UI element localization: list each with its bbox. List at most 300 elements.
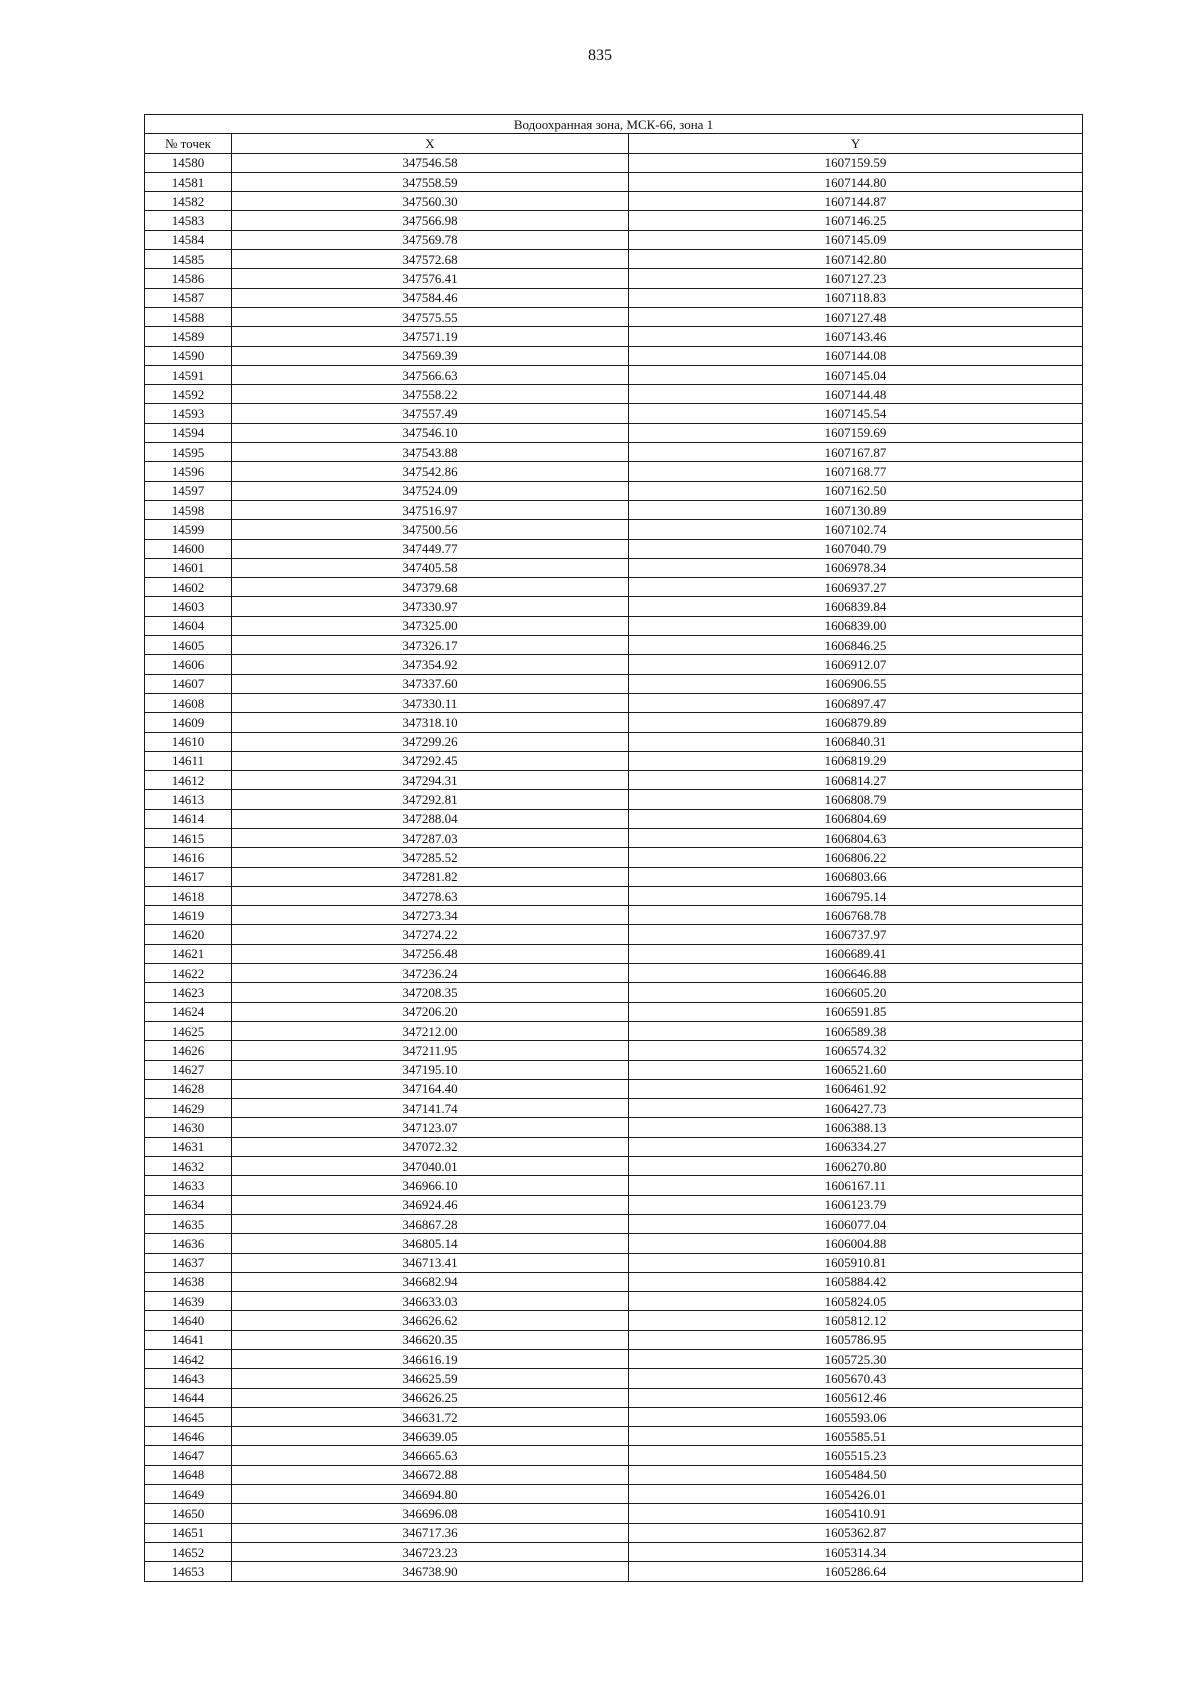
table-row (145, 1234, 1083, 1253)
cell-point-number: 14643 (145, 1369, 232, 1388)
cell-point-number: 14602 (145, 578, 232, 597)
table-row (145, 172, 1083, 191)
cell-x: 347211.95 (232, 1041, 629, 1060)
cell-x: 347273.34 (232, 906, 629, 925)
cell-y: 1606737.97 (629, 925, 1083, 944)
cell-point-number: 14604 (145, 616, 232, 635)
cell-y: 1605786.95 (629, 1330, 1083, 1349)
table-row (145, 809, 1083, 828)
cell-x: 347325.00 (232, 616, 629, 635)
cell-point-number: 14596 (145, 462, 232, 481)
table-row (145, 1002, 1083, 1021)
cell-x: 347212.00 (232, 1021, 629, 1040)
cell-y: 1606427.73 (629, 1099, 1083, 1118)
table-row (145, 346, 1083, 365)
cell-x: 347294.31 (232, 771, 629, 790)
cell-point-number: 14597 (145, 481, 232, 500)
cell-point-number: 14616 (145, 848, 232, 867)
cell-point-number: 14633 (145, 1176, 232, 1195)
cell-point-number: 14601 (145, 558, 232, 577)
cell-x: 347572.68 (232, 250, 629, 269)
table-row (145, 925, 1083, 944)
cell-x: 347575.55 (232, 307, 629, 326)
table-row (145, 230, 1083, 249)
cell-point-number: 14622 (145, 964, 232, 983)
cell-y: 1606819.29 (629, 751, 1083, 770)
table-row (145, 1446, 1083, 1465)
cell-y: 1606839.00 (629, 616, 1083, 635)
cell-y: 1606646.88 (629, 964, 1083, 983)
cell-y: 1606912.07 (629, 655, 1083, 674)
cell-point-number: 14613 (145, 790, 232, 809)
table-row (145, 1369, 1083, 1388)
cell-point-number: 14629 (145, 1099, 232, 1118)
cell-point-number: 14581 (145, 172, 232, 191)
cell-y: 1606167.11 (629, 1176, 1083, 1195)
cell-y: 1605612.46 (629, 1388, 1083, 1407)
cell-y: 1607127.48 (629, 307, 1083, 326)
cell-y: 1605515.23 (629, 1446, 1083, 1465)
cell-y: 1607162.50 (629, 481, 1083, 500)
cell-y: 1607145.04 (629, 365, 1083, 384)
table-row (145, 365, 1083, 384)
cell-point-number: 14635 (145, 1214, 232, 1233)
cell-point-number: 14605 (145, 636, 232, 655)
cell-point-number: 14644 (145, 1388, 232, 1407)
cell-x: 346620.35 (232, 1330, 629, 1349)
cell-x: 347516.97 (232, 500, 629, 519)
table-row (145, 1176, 1083, 1195)
cell-y: 1607127.23 (629, 269, 1083, 288)
cell-y: 1607144.48 (629, 385, 1083, 404)
cell-point-number: 14589 (145, 327, 232, 346)
cell-point-number: 14595 (145, 443, 232, 462)
cell-y: 1607144.87 (629, 192, 1083, 211)
cell-y: 1607146.25 (629, 211, 1083, 230)
cell-point-number: 14615 (145, 828, 232, 847)
table-row (145, 1195, 1083, 1214)
cell-y: 1606388.13 (629, 1118, 1083, 1137)
cell-y: 1605362.87 (629, 1523, 1083, 1542)
cell-y: 1606574.32 (629, 1041, 1083, 1060)
column-header-point-number: № точек (145, 134, 232, 153)
table-row (145, 771, 1083, 790)
cell-point-number: 14585 (145, 250, 232, 269)
table-row (145, 790, 1083, 809)
cell-point-number: 14652 (145, 1542, 232, 1561)
table-row (145, 636, 1083, 655)
cell-x: 347292.45 (232, 751, 629, 770)
cell-y: 1607130.89 (629, 500, 1083, 519)
table-row (145, 1214, 1083, 1233)
table-row (145, 1542, 1083, 1561)
table-row (145, 211, 1083, 230)
cell-x: 347318.10 (232, 713, 629, 732)
cell-x: 347330.97 (232, 597, 629, 616)
cell-y: 1607102.74 (629, 520, 1083, 539)
cell-y: 1606768.78 (629, 906, 1083, 925)
cell-y: 1606803.66 (629, 867, 1083, 886)
cell-y: 1606814.27 (629, 771, 1083, 790)
table-row (145, 964, 1083, 983)
cell-x: 347354.92 (232, 655, 629, 674)
cell-x: 347330.11 (232, 693, 629, 712)
table-row (145, 713, 1083, 732)
cell-y: 1605426.01 (629, 1485, 1083, 1504)
table-row (145, 327, 1083, 346)
cell-x: 347141.74 (232, 1099, 629, 1118)
cell-x: 346625.59 (232, 1369, 629, 1388)
cell-x: 346639.05 (232, 1427, 629, 1446)
cell-x: 347299.26 (232, 732, 629, 751)
cell-y: 1606004.88 (629, 1234, 1083, 1253)
cell-x: 346631.72 (232, 1407, 629, 1426)
cell-y: 1606808.79 (629, 790, 1083, 809)
cell-x: 347164.40 (232, 1079, 629, 1098)
table-row (145, 944, 1083, 963)
table-row (145, 462, 1083, 481)
table-row (145, 828, 1083, 847)
cell-point-number: 14618 (145, 886, 232, 905)
cell-point-number: 14653 (145, 1562, 232, 1581)
cell-x: 346633.03 (232, 1292, 629, 1311)
cell-point-number: 14621 (145, 944, 232, 963)
coordinates-table (144, 114, 1083, 1582)
cell-x: 347236.24 (232, 964, 629, 983)
cell-y: 1606334.27 (629, 1137, 1083, 1156)
cell-y: 1605812.12 (629, 1311, 1083, 1330)
table-row (145, 1523, 1083, 1542)
cell-x: 347546.58 (232, 153, 629, 172)
cell-point-number: 14639 (145, 1292, 232, 1311)
cell-y: 1606846.25 (629, 636, 1083, 655)
cell-x: 346694.80 (232, 1485, 629, 1504)
cell-point-number: 14638 (145, 1272, 232, 1291)
cell-point-number: 14591 (145, 365, 232, 384)
cell-y: 1605314.34 (629, 1542, 1083, 1561)
cell-y: 1606978.34 (629, 558, 1083, 577)
cell-y: 1606589.38 (629, 1021, 1083, 1040)
cell-x: 347208.35 (232, 983, 629, 1002)
table-row (145, 1562, 1083, 1581)
cell-y: 1606840.31 (629, 732, 1083, 751)
cell-x: 347557.49 (232, 404, 629, 423)
cell-point-number: 14637 (145, 1253, 232, 1272)
cell-x: 347256.48 (232, 944, 629, 963)
cell-y: 1605725.30 (629, 1350, 1083, 1369)
cell-point-number: 14582 (145, 192, 232, 211)
table-body (145, 153, 1083, 1581)
table-header-row (145, 134, 1083, 153)
cell-x: 347571.19 (232, 327, 629, 346)
cell-point-number: 14612 (145, 771, 232, 790)
cell-y: 1606806.22 (629, 848, 1083, 867)
cell-y: 1605884.42 (629, 1272, 1083, 1291)
table-row (145, 732, 1083, 751)
table-row (145, 1041, 1083, 1060)
cell-point-number: 14584 (145, 230, 232, 249)
cell-point-number: 14593 (145, 404, 232, 423)
table-row (145, 192, 1083, 211)
cell-point-number: 14606 (145, 655, 232, 674)
cell-y: 1606879.89 (629, 713, 1083, 732)
column-header-y: Y (629, 134, 1083, 153)
cell-y: 1606123.79 (629, 1195, 1083, 1214)
cell-point-number: 14648 (145, 1465, 232, 1484)
cell-x: 347449.77 (232, 539, 629, 558)
cell-y: 1606804.63 (629, 828, 1083, 847)
cell-x: 347524.09 (232, 481, 629, 500)
cell-x: 347379.68 (232, 578, 629, 597)
cell-x: 346867.28 (232, 1214, 629, 1233)
cell-point-number: 14632 (145, 1157, 232, 1176)
cell-x: 347560.30 (232, 192, 629, 211)
cell-point-number: 14649 (145, 1485, 232, 1504)
cell-point-number: 14617 (145, 867, 232, 886)
table-row (145, 1137, 1083, 1156)
cell-y: 1607159.59 (629, 153, 1083, 172)
cell-y: 1606461.92 (629, 1079, 1083, 1098)
cell-point-number: 14590 (145, 346, 232, 365)
cell-point-number: 14634 (145, 1195, 232, 1214)
cell-point-number: 14625 (145, 1021, 232, 1040)
cell-y: 1607159.69 (629, 423, 1083, 442)
cell-y: 1607144.80 (629, 172, 1083, 191)
cell-x: 347569.39 (232, 346, 629, 365)
cell-y: 1606795.14 (629, 886, 1083, 905)
cell-point-number: 14598 (145, 500, 232, 519)
cell-x: 346626.62 (232, 1311, 629, 1330)
cell-x: 346665.63 (232, 1446, 629, 1465)
table-row (145, 1253, 1083, 1272)
cell-point-number: 14610 (145, 732, 232, 751)
cell-x: 347287.03 (232, 828, 629, 847)
table-caption: Водоохранная зона, МСК-66, зона 1 (145, 115, 1083, 134)
cell-x: 347326.17 (232, 636, 629, 655)
table-row (145, 1388, 1083, 1407)
table-row (145, 1407, 1083, 1426)
cell-x: 346713.41 (232, 1253, 629, 1272)
cell-y: 1607118.83 (629, 288, 1083, 307)
cell-point-number: 14587 (145, 288, 232, 307)
table-row (145, 1099, 1083, 1118)
cell-x: 346924.46 (232, 1195, 629, 1214)
cell-x: 347569.78 (232, 230, 629, 249)
table-row (145, 886, 1083, 905)
cell-y: 1605670.43 (629, 1369, 1083, 1388)
table-row (145, 269, 1083, 288)
cell-x: 347566.98 (232, 211, 629, 230)
cell-point-number: 14619 (145, 906, 232, 925)
cell-point-number: 14630 (145, 1118, 232, 1137)
cell-x: 347040.01 (232, 1157, 629, 1176)
table-row (145, 1060, 1083, 1079)
cell-x: 347072.32 (232, 1137, 629, 1156)
cell-y: 1606906.55 (629, 674, 1083, 693)
cell-point-number: 14594 (145, 423, 232, 442)
cell-point-number: 14609 (145, 713, 232, 732)
cell-y: 1606605.20 (629, 983, 1083, 1002)
cell-y: 1606077.04 (629, 1214, 1083, 1233)
cell-y: 1607142.80 (629, 250, 1083, 269)
table-row (145, 693, 1083, 712)
cell-x: 347558.22 (232, 385, 629, 404)
cell-point-number: 14603 (145, 597, 232, 616)
cell-x: 346723.23 (232, 1542, 629, 1561)
table-row (145, 404, 1083, 423)
cell-x: 347206.20 (232, 1002, 629, 1021)
cell-point-number: 14611 (145, 751, 232, 770)
table-row (145, 1311, 1083, 1330)
cell-x: 346717.36 (232, 1523, 629, 1542)
cell-x: 347288.04 (232, 809, 629, 828)
cell-x: 347584.46 (232, 288, 629, 307)
cell-y: 1606521.60 (629, 1060, 1083, 1079)
cell-y: 1605484.50 (629, 1465, 1083, 1484)
cell-x: 347285.52 (232, 848, 629, 867)
table-row (145, 578, 1083, 597)
table-row (145, 500, 1083, 519)
cell-point-number: 14628 (145, 1079, 232, 1098)
cell-x: 347543.88 (232, 443, 629, 462)
cell-x: 347278.63 (232, 886, 629, 905)
cell-point-number: 14641 (145, 1330, 232, 1349)
cell-point-number: 14640 (145, 1311, 232, 1330)
cell-x: 347123.07 (232, 1118, 629, 1137)
cell-x: 347500.56 (232, 520, 629, 539)
table-row (145, 655, 1083, 674)
cell-point-number: 14600 (145, 539, 232, 558)
table-row (145, 674, 1083, 693)
cell-y: 1605585.51 (629, 1427, 1083, 1446)
cell-x: 347337.60 (232, 674, 629, 693)
cell-point-number: 14608 (145, 693, 232, 712)
cell-point-number: 14580 (145, 153, 232, 172)
cell-y: 1606270.80 (629, 1157, 1083, 1176)
table-row (145, 848, 1083, 867)
cell-point-number: 14651 (145, 1523, 232, 1542)
cell-y: 1605824.05 (629, 1292, 1083, 1311)
cell-point-number: 14647 (145, 1446, 232, 1465)
cell-y: 1606804.69 (629, 809, 1083, 828)
table-row (145, 906, 1083, 925)
table-caption-row (145, 115, 1083, 134)
cell-point-number: 14645 (145, 1407, 232, 1426)
cell-x: 347405.58 (232, 558, 629, 577)
cell-point-number: 14592 (145, 385, 232, 404)
cell-x: 347566.63 (232, 365, 629, 384)
table-row (145, 1350, 1083, 1369)
cell-point-number: 14614 (145, 809, 232, 828)
cell-point-number: 14620 (145, 925, 232, 944)
cell-point-number: 14650 (145, 1504, 232, 1523)
cell-point-number: 14583 (145, 211, 232, 230)
table-row (145, 288, 1083, 307)
cell-x: 346682.94 (232, 1272, 629, 1291)
cell-x: 346696.08 (232, 1504, 629, 1523)
cell-y: 1605410.91 (629, 1504, 1083, 1523)
table-row (145, 1292, 1083, 1311)
table-row (145, 385, 1083, 404)
cell-x: 346616.19 (232, 1350, 629, 1369)
cell-point-number: 14623 (145, 983, 232, 1002)
table-row (145, 1330, 1083, 1349)
cell-y: 1607167.87 (629, 443, 1083, 462)
cell-x: 347292.81 (232, 790, 629, 809)
table-row (145, 307, 1083, 326)
cell-x: 346805.14 (232, 1234, 629, 1253)
table-row (145, 153, 1083, 172)
table-row (145, 443, 1083, 462)
table-row (145, 1157, 1083, 1176)
cell-y: 1606591.85 (629, 1002, 1083, 1021)
cell-x: 347558.59 (232, 172, 629, 191)
cell-point-number: 14599 (145, 520, 232, 539)
cell-point-number: 14646 (145, 1427, 232, 1446)
cell-y: 1605910.81 (629, 1253, 1083, 1272)
page-number: 835 (588, 47, 612, 64)
table-row (145, 539, 1083, 558)
table-row (145, 751, 1083, 770)
cell-point-number: 14624 (145, 1002, 232, 1021)
cell-y: 1607144.08 (629, 346, 1083, 365)
cell-y: 1606839.84 (629, 597, 1083, 616)
table-row (145, 867, 1083, 886)
cell-point-number: 14607 (145, 674, 232, 693)
cell-x: 346966.10 (232, 1176, 629, 1195)
cell-y: 1606937.27 (629, 578, 1083, 597)
table-row (145, 1485, 1083, 1504)
table-row (145, 1021, 1083, 1040)
cell-y: 1607040.79 (629, 539, 1083, 558)
cell-y: 1606689.41 (629, 944, 1083, 963)
table-row (145, 1427, 1083, 1446)
cell-x: 346626.25 (232, 1388, 629, 1407)
cell-y: 1607145.09 (629, 230, 1083, 249)
cell-x: 347576.41 (232, 269, 629, 288)
table-row (145, 616, 1083, 635)
table-row (145, 250, 1083, 269)
cell-y: 1607145.54 (629, 404, 1083, 423)
table-row (145, 481, 1083, 500)
cell-x: 347546.10 (232, 423, 629, 442)
cell-x: 347542.86 (232, 462, 629, 481)
cell-point-number: 14631 (145, 1137, 232, 1156)
cell-y: 1607143.46 (629, 327, 1083, 346)
table-row (145, 1079, 1083, 1098)
cell-x: 346672.88 (232, 1465, 629, 1484)
cell-x: 347274.22 (232, 925, 629, 944)
table-row (145, 423, 1083, 442)
cell-point-number: 14588 (145, 307, 232, 326)
cell-y: 1605286.64 (629, 1562, 1083, 1581)
cell-point-number: 14636 (145, 1234, 232, 1253)
cell-point-number: 14642 (145, 1350, 232, 1369)
table-row (145, 983, 1083, 1002)
table-row (145, 1465, 1083, 1484)
cell-y: 1607168.77 (629, 462, 1083, 481)
cell-y: 1606897.47 (629, 693, 1083, 712)
table-row (145, 1272, 1083, 1291)
cell-point-number: 14626 (145, 1041, 232, 1060)
table-row (145, 1118, 1083, 1137)
cell-x: 347195.10 (232, 1060, 629, 1079)
cell-point-number: 14586 (145, 269, 232, 288)
column-header-x: X (232, 134, 629, 153)
cell-point-number: 14627 (145, 1060, 232, 1079)
cell-y: 1605593.06 (629, 1407, 1083, 1426)
table-row (145, 558, 1083, 577)
